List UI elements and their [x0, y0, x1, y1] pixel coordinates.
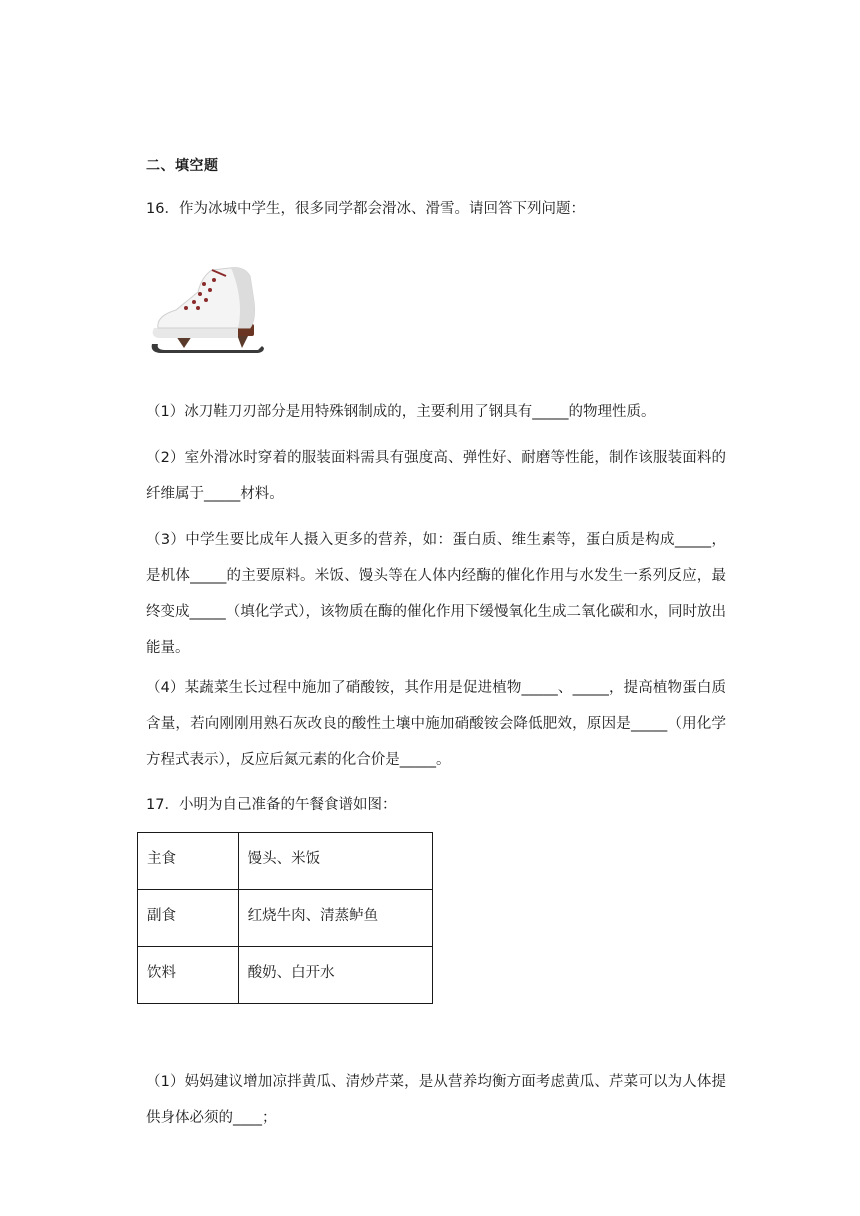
question-17-stem: 17．小明为自己准备的午餐食谱如图： [146, 797, 397, 813]
question-16-part-2: （2）室外滑冰时穿着的服装面料需具有强度高、弹性好、耐磨等性能，制作该服装面料的纤维属于_____材料。 [146, 450, 726, 502]
table-cell-label: 饮料 [138, 947, 239, 1004]
question-16-part-1: （1）冰刀鞋刀刃部分是用特殊钢制成的，主要利用了钢具有_____的物理性质。 [146, 404, 656, 420]
table-cell-label: 主食 [138, 833, 239, 890]
question-17-part-1: （1）妈妈建议增加凉拌黄瓜、清炒芹菜，是从营养均衡方面考虑黄瓜、芹菜可以为人体提供身体必须的____； [146, 1074, 726, 1126]
table-cell-value: 红烧牛肉、清蒸鲈鱼 [238, 890, 432, 947]
question-16-part-4: （4）某蔬菜生长过程中施加了硝酸铵，其作用是促进植物_____、_____，提高植物蛋白质含量，若向刚刚用熟石灰改良的酸性土壤中施加硝酸铵会降低肥效，原因是_____（用化学方程式表示），反应后氮元素的化合价是_____。 [146, 680, 726, 768]
question-16-stem: 16．作为冰城中学生，很多同学都会滑冰、滑雪。请回答下列问题： [146, 201, 585, 217]
table-row [138, 833, 433, 890]
table-cell-value: 酸奶、白开水 [238, 947, 432, 1004]
question-16-part-3: （3）中学生要比成年人摄入更多的营养，如：蛋白质、维生素等，蛋白质是构成_____，是机体_____的主要原料。米饭、馒头等在人体内经酶的催化作用与水发生一系列反应，最终变成_____（填化学式），该物质在酶的催化作用下缓慢氧化生成二氧化碳和水，同时放出能量。 [146, 532, 726, 656]
section-title: 二、填空题 [146, 158, 219, 174]
table-row [138, 947, 433, 1004]
ice-skate-image [146, 262, 270, 362]
table-cell-value: 馒头、米饭 [238, 833, 432, 890]
table-cell-label: 副食 [138, 890, 239, 947]
lunch-menu-table [137, 832, 433, 1004]
table-row [138, 890, 433, 947]
